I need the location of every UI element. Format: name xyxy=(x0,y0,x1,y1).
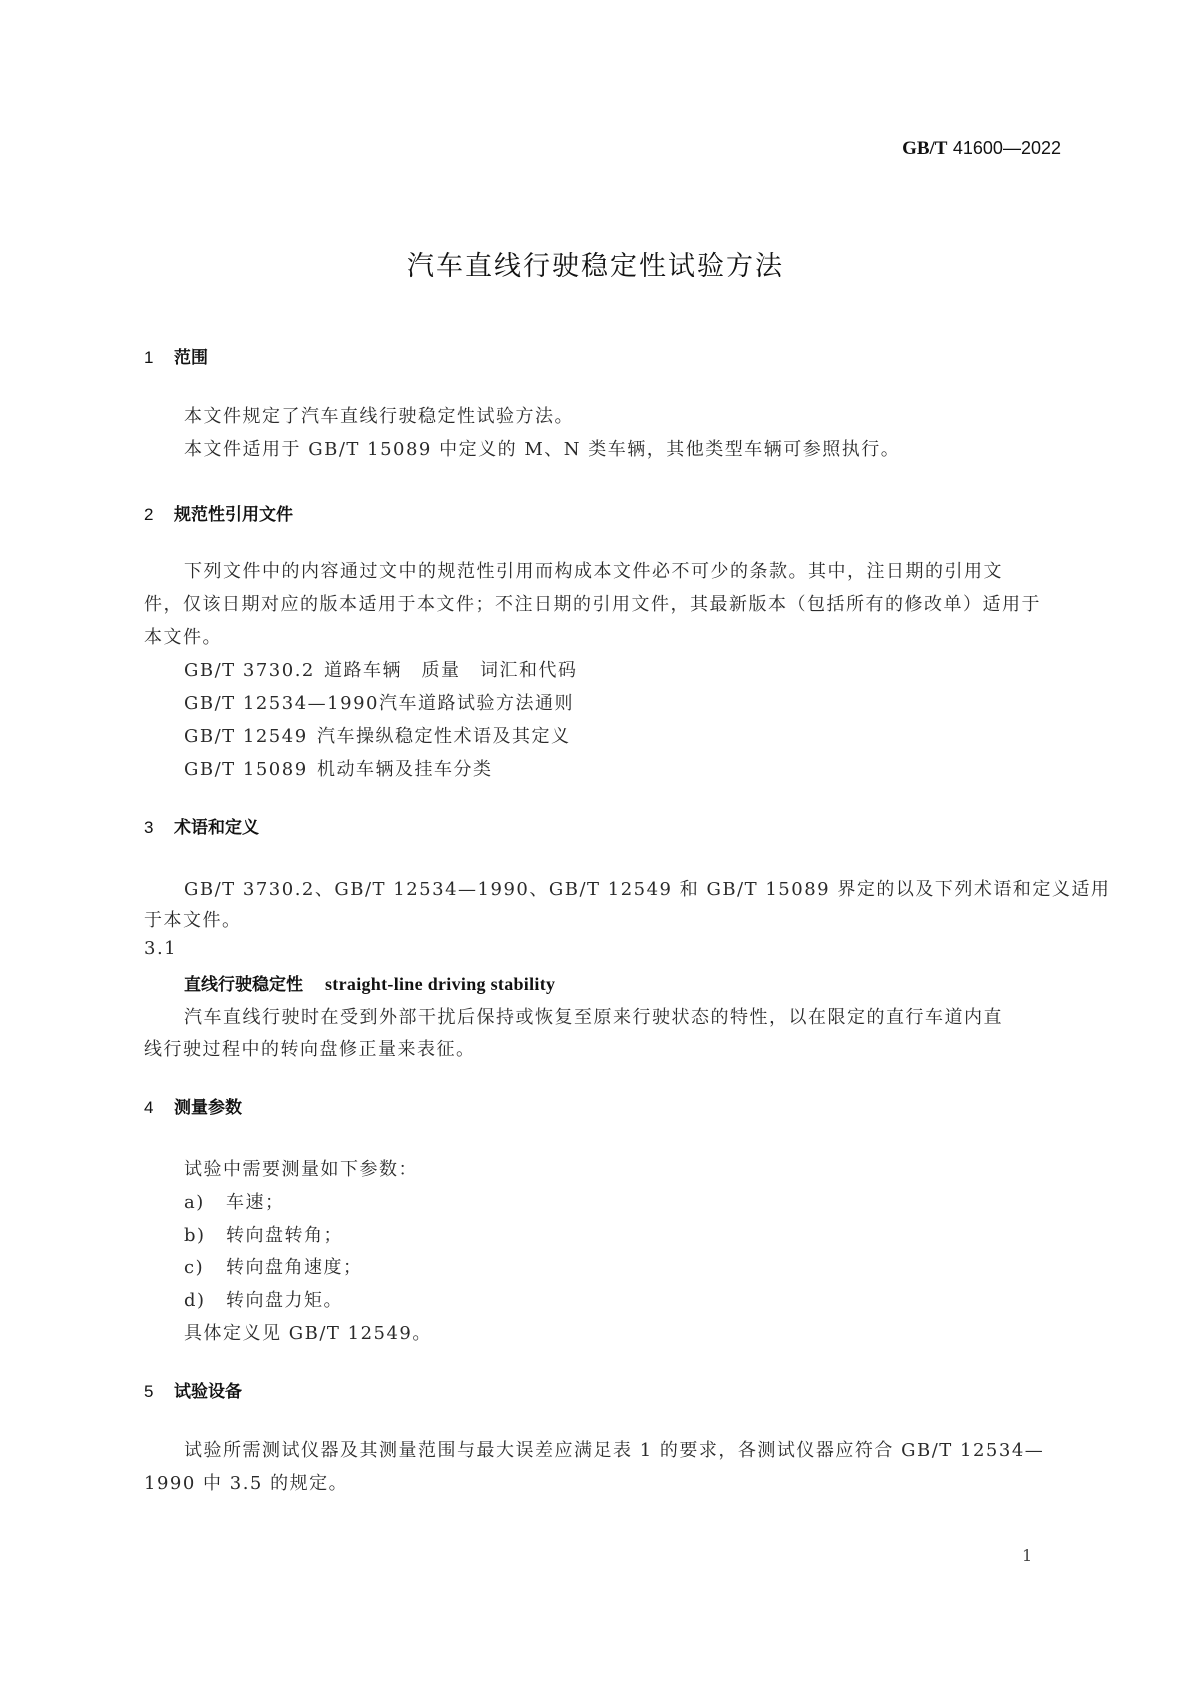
paragraph: 本文件适用于 GB/T 15089 中定义的 M、N 类车辆，其他类型车辆可参照执行。 xyxy=(184,439,901,460)
list-text: 转向盘转角； xyxy=(226,1225,343,1246)
section-number: 5 xyxy=(144,1382,154,1401)
paragraph: 本文件规定了汽车直线行驶稳定性试验方法。 xyxy=(184,406,574,427)
list-text: 转向盘角速度； xyxy=(226,1257,363,1278)
reference-item xyxy=(184,755,493,781)
list-text: 转向盘力矩。 xyxy=(226,1290,343,1311)
section-title: 术语和定义 xyxy=(174,818,259,838)
paragraph-line: 于本文件。 xyxy=(144,910,242,931)
standard-code xyxy=(902,138,1061,160)
term-en: straight-line driving stability xyxy=(325,974,556,994)
reference-code: GB/T 12549 xyxy=(184,726,308,747)
standard-prefix: GB/T xyxy=(902,138,948,159)
paragraph-line: 本文件。 xyxy=(144,627,222,648)
list-text: 车速； xyxy=(226,1192,285,1213)
list-item xyxy=(184,1188,285,1214)
section-number: 4 xyxy=(144,1098,154,1117)
term-zh: 直线行驶稳定性 xyxy=(184,975,303,995)
section-heading-4 xyxy=(144,1093,242,1118)
page-number: 1 xyxy=(1022,1546,1033,1565)
list-item xyxy=(184,1253,363,1279)
list-item xyxy=(184,1286,343,1312)
paragraph: 试验中需要测量如下参数： xyxy=(184,1159,418,1180)
paragraph-line: 1990 中 3.5 的规定。 xyxy=(144,1473,349,1494)
paragraph-line: GB/T 3730.2、GB/T 12534—1990、GB/T 12549 和 GB/T 15089 界定的以及下列术语和定义适用 xyxy=(184,879,1111,900)
section-title: 规范性引用文件 xyxy=(174,505,293,525)
section-number: 1 xyxy=(144,348,154,367)
document-title: 汽车直线行驶稳定性试验方法 xyxy=(407,251,784,282)
reference-title: 道路车辆 质量 词汇和代码 xyxy=(324,660,578,681)
section-number: 3 xyxy=(144,818,154,837)
list-marker: b) xyxy=(184,1225,206,1246)
paragraph: 具体定义见 GB/T 12549。 xyxy=(184,1323,432,1344)
reference-item xyxy=(184,722,571,748)
paragraph-line: 件，仅该日期对应的版本适用于本文件；不注日期的引用文件，其最新版本（包括所有的修改单）适用于 xyxy=(144,594,1041,615)
standard-number: 41600—2022 xyxy=(952,138,1061,158)
term-number: 3.1 xyxy=(144,938,178,959)
section-heading-2 xyxy=(144,500,293,525)
list-marker: a) xyxy=(184,1192,205,1213)
section-title: 范围 xyxy=(174,348,208,368)
section-heading-1 xyxy=(144,343,208,368)
definition-line: 汽车直线行驶时在受到外部干扰后保持或恢复至原来行驶状态的特性，以在限定的直行车道内直 xyxy=(184,1007,1003,1028)
section-title: 试验设备 xyxy=(174,1382,242,1402)
section-heading-3 xyxy=(144,813,259,838)
list-marker: c) xyxy=(184,1257,205,1278)
section-number: 2 xyxy=(144,505,154,524)
term-heading xyxy=(184,970,555,995)
paragraph-line: 下列文件中的内容通过文中的规范性引用而构成本文件必不可少的条款。其中，注日期的引用文 xyxy=(184,561,1003,582)
reference-code: GB/T 3730.2 xyxy=(184,660,315,681)
section-heading-5 xyxy=(144,1377,242,1402)
section-title: 测量参数 xyxy=(174,1098,242,1118)
reference-title: 机动车辆及挂车分类 xyxy=(317,759,493,780)
paragraph-line: 试验所需测试仪器及其测量范围与最大误差应满足表 1 的要求，各测试仪器应符合 GB/T 12534— xyxy=(184,1440,1045,1461)
reference-item xyxy=(184,656,578,682)
definition-line: 线行驶过程中的转向盘修正量来表征。 xyxy=(144,1039,476,1060)
reference-item xyxy=(184,689,574,715)
reference-title: 汽车操纵稳定性术语及其定义 xyxy=(317,726,571,747)
list-marker: d) xyxy=(184,1290,206,1311)
reference-code: GB/T 15089 xyxy=(184,759,308,780)
reference-title: 汽车道路试验方法通则 xyxy=(379,693,574,714)
list-item xyxy=(184,1221,343,1247)
reference-code: GB/T 12534—1990 xyxy=(184,693,379,714)
